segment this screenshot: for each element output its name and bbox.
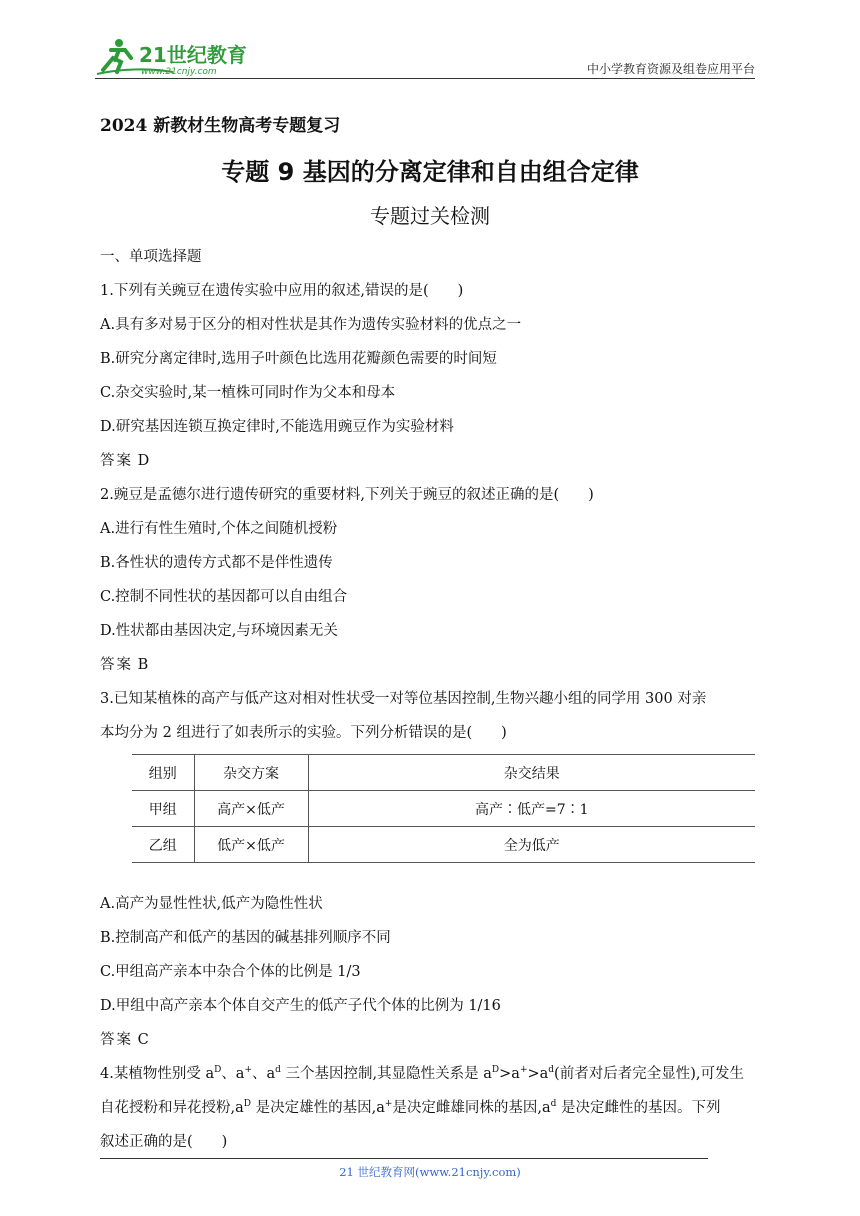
- question-4-stem-line-3: 叙述正确的是( ): [100, 1134, 228, 1150]
- question-2-answer: [100, 648, 765, 682]
- runner-logo-icon: [95, 36, 265, 78]
- text-fragment: 是决定雄性的基因,a: [250, 1100, 385, 1116]
- table-header-cell: 组别: [132, 755, 194, 791]
- question-1-option-a: A.具有多对易于区分的相对性状是其作为遗传实验材料的优点之一: [100, 317, 522, 333]
- table-cell: 高产∶低产=7∶1: [308, 791, 755, 827]
- answer-value: D: [137, 453, 150, 469]
- table-spacer: [100, 863, 765, 887]
- question-1-option-c: C.杂交实验时,某一植株可同时作为父本和母本: [100, 385, 396, 401]
- table-header-cell: 杂交结果: [308, 755, 755, 791]
- text-fragment: (前者对后者完全显性),可发生: [554, 1066, 744, 1082]
- superscript: +: [244, 1065, 253, 1076]
- question-3-stem-line-1: 3.已知某植株的高产与低产这对相对性状受一对等位基因控制,生物兴趣小组的同学用 300 对亲: [100, 691, 707, 707]
- question-3-answer: [100, 1023, 765, 1057]
- question-2-option-b: B.各性状的遗传方式都不是伴性遗传: [100, 555, 333, 571]
- question-2-option-a: A.进行有性生殖时,个体之间随机授粉: [100, 521, 338, 537]
- question-3-stem-line-2: 本均分为 2 组进行了如表所示的实验。下列分析错误的是( ): [100, 725, 507, 741]
- table-header-row: [132, 755, 755, 791]
- question-3-option-a: A.高产为显性性状,低产为隐性性状: [100, 896, 323, 912]
- text-fragment: 自花授粉和异花授粉,a: [100, 1100, 244, 1116]
- question-3-option-b: B.控制高产和低产的基因的碱基排列顺序不同: [100, 930, 391, 946]
- page-title: 专题 9 基因的分离定律和自由组合定律: [221, 158, 639, 186]
- question-4-stem-line-2: [100, 1091, 765, 1125]
- question-1-stem: 1.下列有关豌豆在遗传实验中应用的叙述,错误的是( ): [100, 283, 464, 299]
- site-logo[interactable]: [95, 36, 265, 78]
- superscript: +: [519, 1065, 528, 1076]
- superscript: d: [550, 1099, 557, 1110]
- table-row: [132, 827, 755, 863]
- table-cell: 甲组: [132, 791, 194, 827]
- question-2-stem: 2.豌豆是孟德尔进行遗传研究的重要材料,下列关于豌豆的叙述正确的是( ): [100, 487, 594, 503]
- header-platform-text: 中小学教育资源及组卷应用平台: [586, 62, 755, 76]
- page-subtitle: 专题过关检测: [370, 204, 490, 228]
- text-fragment: >a: [527, 1066, 549, 1082]
- table-cell: 乙组: [132, 827, 194, 863]
- superscript: d: [548, 1065, 555, 1076]
- question-3-option-c: C.甲组高产亲本中杂合个体的比例是 1/3: [100, 964, 361, 980]
- text-fragment: 、a: [221, 1066, 245, 1082]
- answer-label: 答案: [100, 657, 133, 673]
- section-heading: 一、单项选择题: [100, 249, 202, 265]
- table-header-cell: 杂交方案: [194, 755, 308, 791]
- table-row: [132, 791, 755, 827]
- superscript: D: [491, 1065, 500, 1076]
- question-1-option-d: D.研究基因连锁互换定律时,不能选用豌豆作为实验材料: [100, 419, 454, 435]
- superscript: D: [214, 1065, 222, 1076]
- answer-label: 答案: [100, 453, 133, 469]
- text-fragment: 、a: [252, 1066, 276, 1082]
- question-3-option-d: D.甲组中高产亲本个体自交产生的低产子代个体的比例为 1/16: [100, 998, 501, 1014]
- text-fragment: 三个基因控制,其显隐性关系是 a: [280, 1066, 492, 1082]
- question-2-option-d: D.性状都由基因决定,与环境因素无关: [100, 623, 338, 639]
- superscript: d: [275, 1065, 281, 1076]
- page-header: [95, 36, 755, 78]
- question-2-option-c: C.控制不同性状的基因都可以自由组合: [100, 589, 348, 605]
- footer-divider: [100, 1158, 708, 1159]
- text-fragment: 4.某植物性别受 a: [100, 1066, 215, 1082]
- text-fragment: >a: [499, 1066, 520, 1082]
- header-divider: [95, 78, 755, 79]
- superscript: +: [384, 1099, 393, 1110]
- question-1-answer: [100, 444, 765, 478]
- subject-line: 2024 新教材生物高考专题复习: [100, 116, 341, 136]
- answer-value: C: [137, 1032, 149, 1048]
- answer-label: 答案: [100, 1032, 133, 1048]
- footer-link[interactable]: 21 世纪教育网(www.21cnjy.com): [339, 1165, 521, 1179]
- text-fragment: 是决定雌雄同株的基因,a: [392, 1100, 551, 1116]
- experiment-table: [132, 754, 755, 863]
- text-fragment: 是决定雌性的基因。下列: [556, 1100, 721, 1116]
- question-4-stem-line-1: [100, 1057, 765, 1091]
- question-1-option-b: B.研究分离定律时,选用子叶颜色比选用花瓣颜色需要的时间短: [100, 351, 497, 367]
- table-cell: 全为低产: [308, 827, 755, 863]
- answer-value: B: [137, 657, 149, 673]
- superscript: D: [243, 1099, 251, 1110]
- svg-text:21世纪教育: 21世纪教育: [139, 43, 247, 67]
- svg-text:www.21cnjy.com: www.21cnjy.com: [141, 67, 217, 77]
- table-cell: 低产×低产: [194, 827, 308, 863]
- table-cell: 高产×低产: [194, 791, 308, 827]
- question-content: [100, 240, 765, 1159]
